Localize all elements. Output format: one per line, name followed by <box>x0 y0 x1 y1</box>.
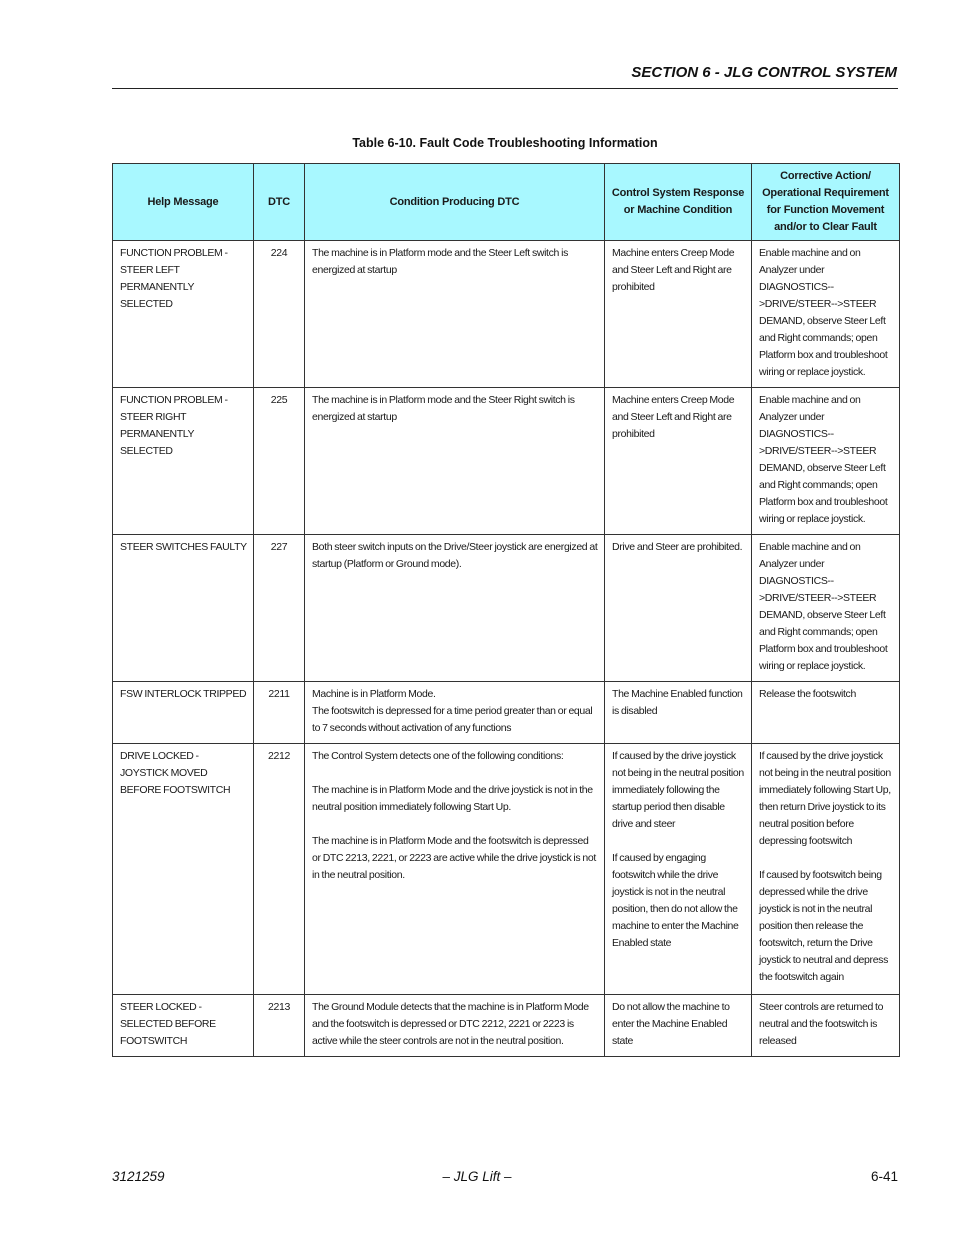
section-title: SECTION 6 - JLG CONTROL SYSTEM <box>631 64 897 81</box>
corrective-action-cell-paragraph: Enable machine and on Analyzer under DIAGNOSTICS-->DRIVE/STEER-->STEER DEMAND, observe Steer Left and Right commands; open Platform box and troubleshoot wiring or replace joystick. <box>759 541 888 672</box>
response-cell-paragraph: Machine enters Creep Mode and Steer Left and Right are prohibited <box>612 247 735 293</box>
table-caption: Table 6-10. Fault Code Troubleshooting Information <box>352 136 658 150</box>
table-header-row <box>113 164 900 241</box>
corrective-action-cell <box>752 744 900 995</box>
dtc-cell: 225 <box>254 388 305 535</box>
corrective-action-cell-paragraph: Release the footswitch <box>759 688 856 700</box>
corrective-action-cell <box>752 535 900 682</box>
corrective-action-cell-paragraph: Enable machine and on Analyzer under DIAGNOSTICS-->DRIVE/STEER-->STEER DEMAND, observe Steer Left and Right commands; open Platform box and troubleshoot wiring or replace joystick. <box>759 247 888 378</box>
help-message-cell: FUNCTION PROBLEM - STEER LEFT PERMANENTLY SELECTED <box>113 241 254 388</box>
column-header-dtc: DTC <box>254 164 305 241</box>
table-row <box>113 241 900 388</box>
document-number: 3121259 <box>112 1169 165 1184</box>
condition-cell-paragraph: The Ground Module detects that the machine is in Platform Mode and the footswitch is depressed or DTC 2212, 2221 or 2223 is active while the steer controls are not in the neutral position. <box>312 1001 589 1047</box>
help-message-cell: STEER SWITCHES FAULTY <box>113 535 254 682</box>
response-cell <box>605 744 752 995</box>
column-header-corrective-action: Corrective Action/ Operational Requirement for Function Movement and/or to Clear Fault <box>752 164 900 241</box>
corrective-action-cell <box>752 241 900 388</box>
help-message-cell: FSW INTERLOCK TRIPPED <box>113 682 254 744</box>
response-cell-paragraph: Machine enters Creep Mode and Steer Left and Right are prohibited <box>612 394 735 440</box>
response-cell-paragraph: Do not allow the machine to enter the Machine Enabled state <box>612 1001 730 1047</box>
response-cell <box>605 682 752 744</box>
column-header-help-message: Help Message <box>113 164 254 241</box>
corrective-action-cell-paragraph: If caused by the drive joystick not being in the neutral position immediately following Start Up, then return Drive joystick to its neutral position before depressing footswitch <box>759 750 891 847</box>
condition-cell-paragraph: The machine is in Platform mode and the Steer Left switch is energized at startup <box>312 247 568 276</box>
condition-cell <box>305 241 605 388</box>
dtc-cell: 224 <box>254 241 305 388</box>
response-cell-paragraph: The Machine Enabled function is disabled <box>612 688 743 717</box>
dtc-cell: 2211 <box>254 682 305 744</box>
help-message-cell: DRIVE LOCKED - JOYSTICK MOVED BEFORE FOOTSWITCH <box>113 744 254 995</box>
corrective-action-cell-paragraph: If caused by footswitch being depressed while the drive joystick is not in the neutral position then release the footswitch, return the Drive joystick to neutral and depress the footswitch again <box>759 869 888 983</box>
corrective-action-cell-paragraph: Enable machine and on Analyzer under DIAGNOSTICS-->DRIVE/STEER-->STEER DEMAND, observe Steer Left and Right commands; open Platform box and troubleshoot wiring or replace joystick. <box>759 394 888 525</box>
dtc-cell: 2213 <box>254 995 305 1057</box>
condition-cell-paragraph: The machine is in Platform Mode and the drive joystick is not in the neutral position immediately following Start Up. <box>312 784 593 813</box>
response-cell-paragraph: Drive and Steer are prohibited. <box>612 541 743 553</box>
response-cell <box>605 241 752 388</box>
condition-cell-paragraph: The machine is in Platform mode and the Steer Right switch is energized at startup <box>312 394 575 423</box>
response-cell <box>605 995 752 1057</box>
condition-cell <box>305 388 605 535</box>
corrective-action-cell <box>752 682 900 744</box>
table-row <box>113 682 900 744</box>
response-cell <box>605 388 752 535</box>
response-cell-paragraph: If caused by engaging footswitch while the drive joystick is not in the neutral position, then do not allow the machine to enter the Machine Enabled state <box>612 852 739 949</box>
dtc-cell: 2212 <box>254 744 305 995</box>
response-cell <box>605 535 752 682</box>
response-cell-paragraph: If caused by the drive joystick not being in the neutral position immediately following the startup period then disable drive and steer <box>612 750 744 830</box>
condition-cell <box>305 682 605 744</box>
table-row <box>113 388 900 535</box>
table-row <box>113 995 900 1057</box>
condition-cell <box>305 744 605 995</box>
table-row <box>113 535 900 682</box>
condition-cell <box>305 995 605 1057</box>
dtc-cell: 227 <box>254 535 305 682</box>
column-header-response: Control System Response or Machine Condition <box>605 164 752 241</box>
page-number: 6-41 <box>870 1169 898 1184</box>
condition-cell-paragraph: Machine is in Platform Mode. The footswitch is depressed for a time period greater than or equal to 7 seconds without activation of any functions <box>312 688 593 734</box>
fault-code-table <box>112 163 900 1057</box>
condition-cell-paragraph: The Control System detects one of the following conditions: <box>312 750 564 762</box>
corrective-action-cell <box>752 995 900 1057</box>
corrective-action-cell <box>752 388 900 535</box>
table-row <box>113 744 900 995</box>
condition-cell <box>305 535 605 682</box>
condition-cell-paragraph: The machine is in Platform Mode and the footswitch is depressed or DTC 2213, 2221, or 2223 are active while the drive joystick is not in the neutral position. <box>312 835 596 881</box>
header-divider <box>112 88 898 89</box>
column-header-condition: Condition Producing DTC <box>305 164 605 241</box>
condition-cell-paragraph: Both steer switch inputs on the Drive/Steer joystick are energized at startup (Platform or Ground mode). <box>312 541 598 570</box>
help-message-cell: STEER LOCKED - SELECTED BEFORE FOOTSWITCH <box>113 995 254 1057</box>
footer-brand: – JLG Lift – <box>442 1169 512 1184</box>
help-message-cell: FUNCTION PROBLEM - STEER RIGHT PERMANENTLY SELECTED <box>113 388 254 535</box>
corrective-action-cell-paragraph: Steer controls are returned to neutral and the footswitch is released <box>759 1001 884 1047</box>
